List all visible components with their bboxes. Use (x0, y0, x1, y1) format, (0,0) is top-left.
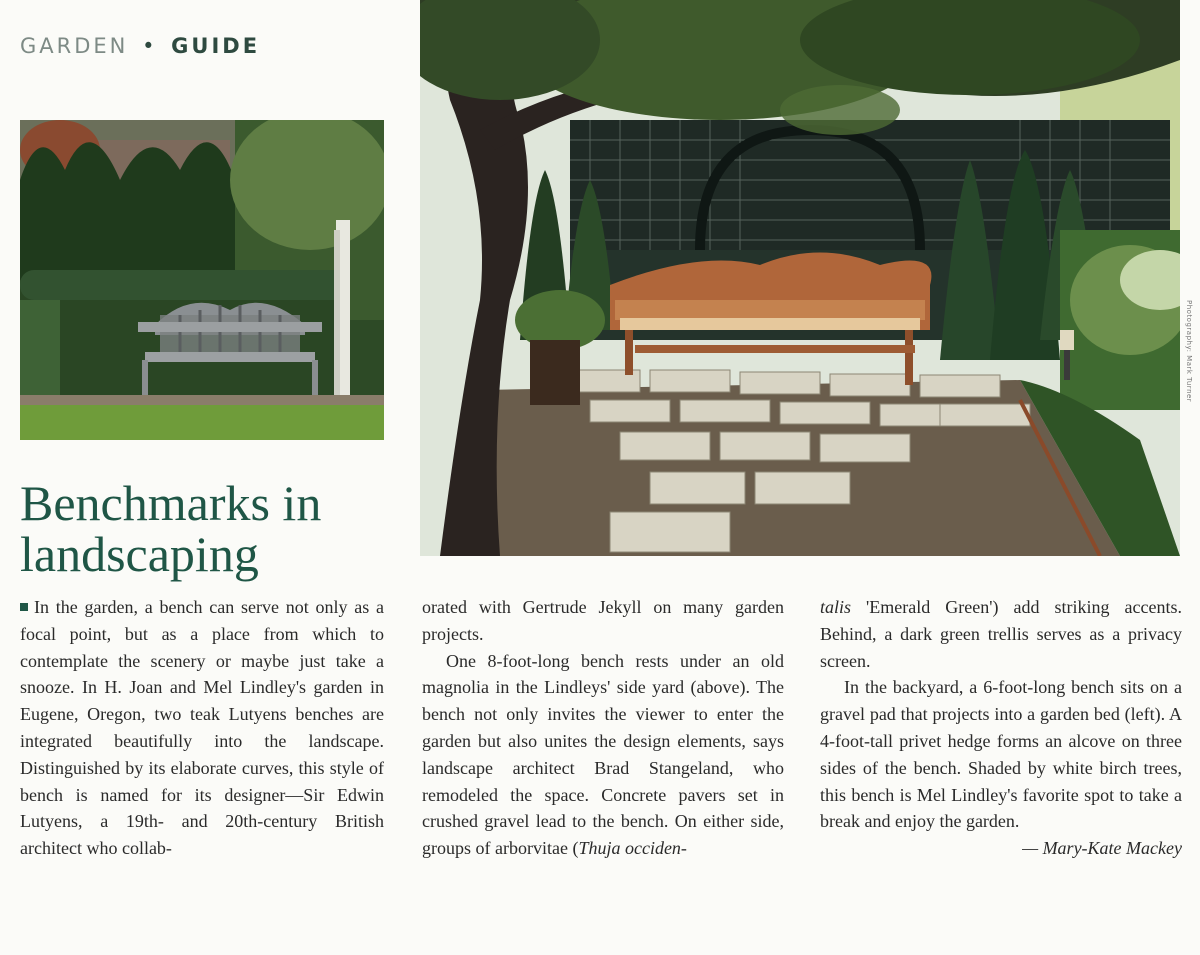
photo-credit: Photography: Mark Turner (1185, 300, 1193, 403)
bench-magnolia-photo (420, 0, 1180, 556)
section-label: GARDEN (20, 34, 129, 58)
bench-hedge-photo (20, 120, 384, 440)
section-header (20, 34, 260, 58)
article-column-3 (820, 594, 1182, 862)
guide-label: GUIDE (171, 34, 261, 58)
column-3-paragraph-1-text: 'Emerald Green') add striking accents. Behind, a dark green trellis serves as a privacy screen. (820, 597, 1182, 671)
column-3-paragraph-1 (820, 594, 1182, 674)
column-2-italic-text: Thuja occiden- (578, 838, 687, 859)
article-column-1 (20, 594, 384, 862)
column-2-paragraph-2-text: One 8-foot-long bench rests under an old magnolia in the Lindleys' side yard (above). The bench not only invites the viewer to enter the garden but also unites the design elements, says landscape architect Brad Stangeland, who remodeled the space. Concrete pavers set in crushed gravel lead to the bench. On either side, groups of arborvitae ( (422, 650, 784, 859)
author-signature: — Mary-Kate Mackey (1022, 838, 1182, 859)
column-3-paragraph-2: In the backyard, a 6-foot-long bench sits on a gravel pad that projects into a garden bed (left). A 4-foot-tall privet hedge forms an alcove on three sides of the bench. Shaded by white birch trees, this bench is Mel Lindley's favorite spot to take a break and enjoy the garden. (820, 677, 1182, 832)
column-2-paragraph-2 (422, 648, 784, 862)
column-3-italic-text: talis (820, 597, 852, 617)
column-2-paragraph-1: orated with Gertrude Jekyll on many garden projects. (422, 597, 784, 644)
bullet-icon (20, 603, 28, 611)
article-column-2 (422, 594, 784, 862)
column-1-text: In the garden, a bench can serve not only as a focal point, but as a place from which to contemplate the scenery or maybe just take a snooze. In H. Joan and Mel Lindley's garden in Eugene, Oregon, two teak Lutyens benches are integrated beautifully into the landscape. Distinguished by its elaborate curves, this style of bench is named for its designer—Sir Edwin Lutyens, a 19th- and 20th-century British architect who collab- (20, 597, 384, 859)
header-separator: • (142, 34, 158, 58)
article-headline: Benchmarks in landscaping (20, 475, 322, 582)
